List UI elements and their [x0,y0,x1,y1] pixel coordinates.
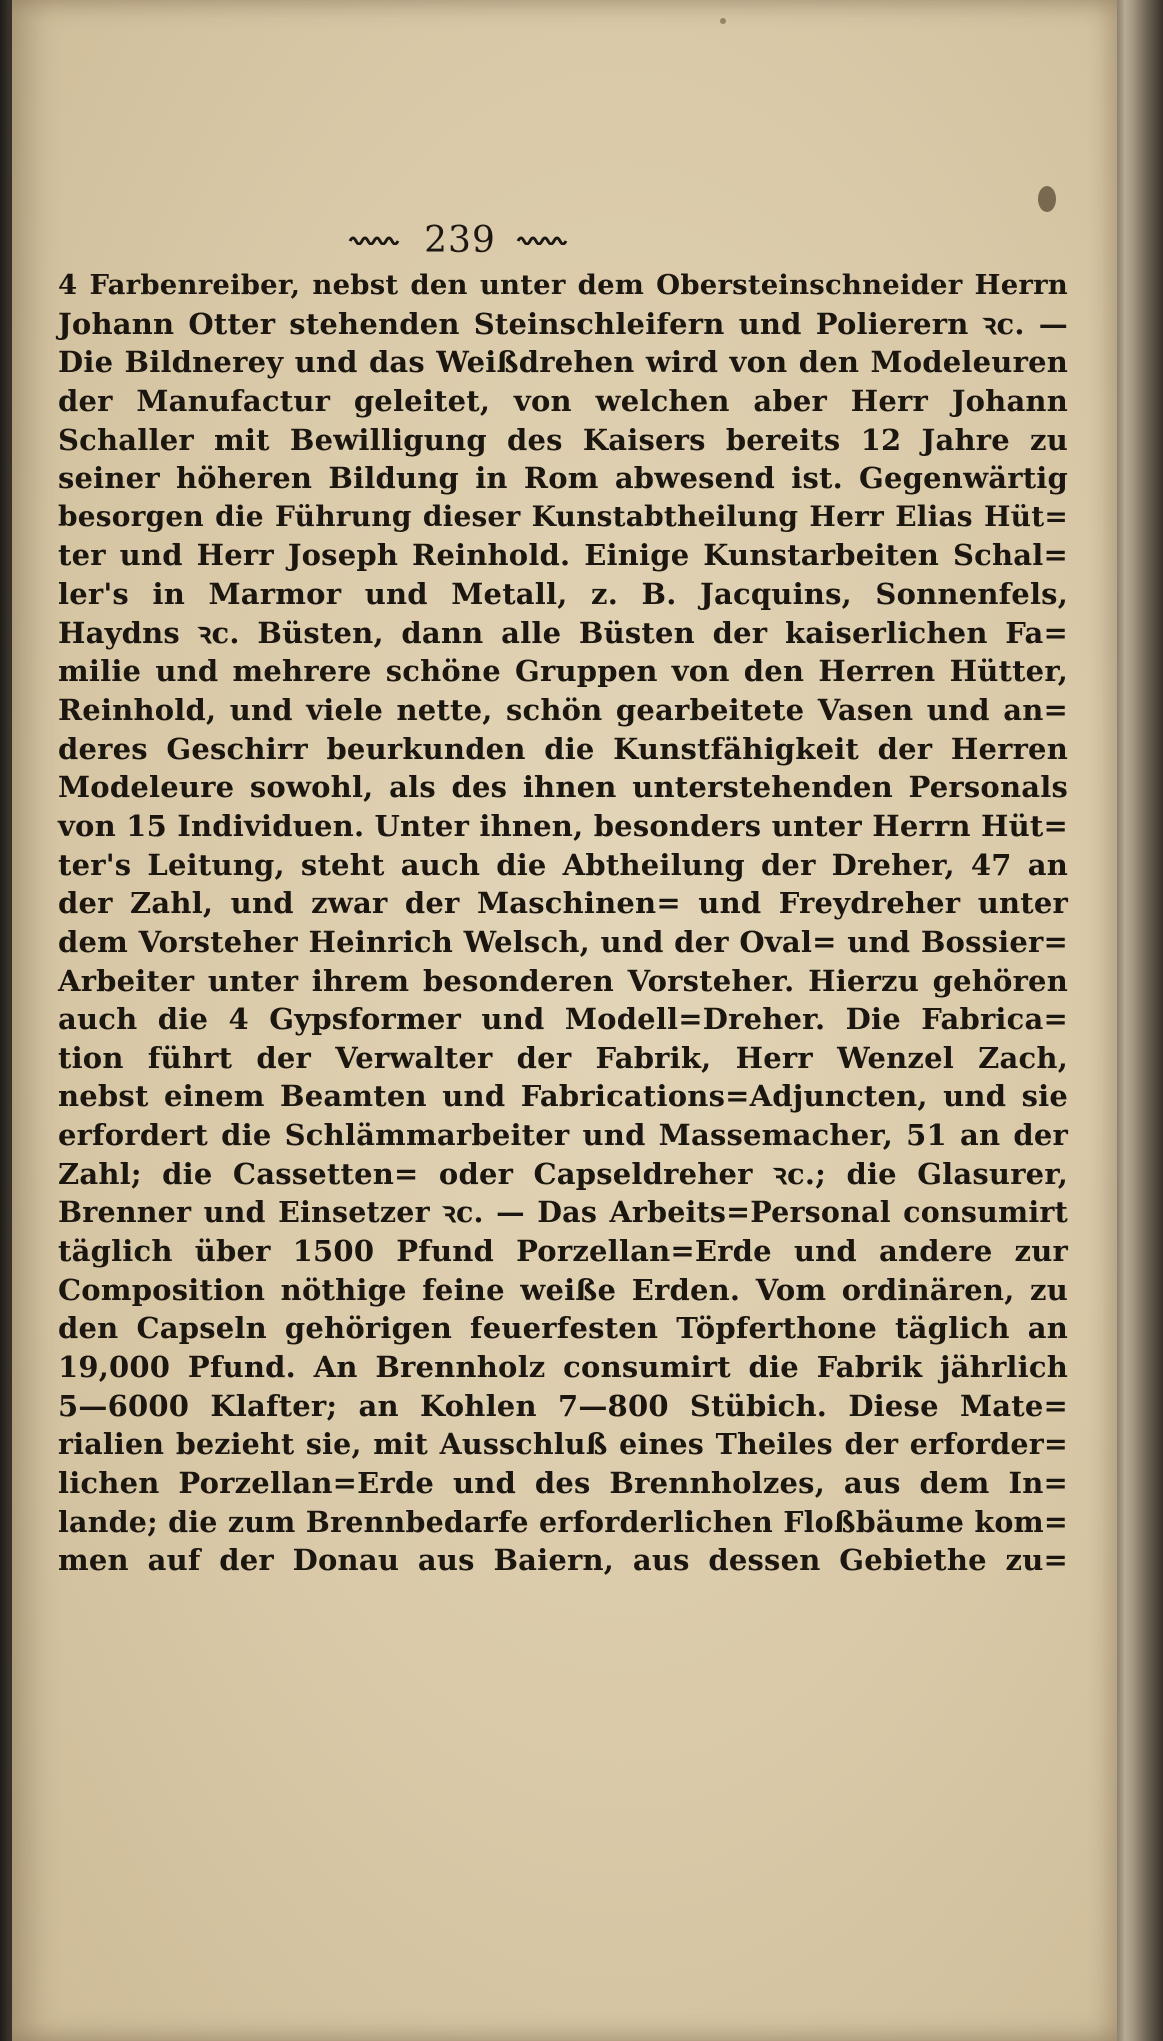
text-line: Schaller mit Bewilligung des Kaisers bereits 12 Jahre zu [58,422,1068,457]
text-line: ter und Herr Joseph Reinhold. Einige Kunstarbeiten Schal= [58,538,1068,573]
ornament-right-icon [516,235,572,245]
text-line: Composition nöthige feine weiße Erden. Vom ordinären, zu [58,1272,1068,1307]
text-line: deres Geschirr beurkunden die Kunstfähigkeit der Herren [58,731,1068,766]
text-line: erfordert die Schlämmarbeiter und Massemacher, 51 an der [58,1118,1068,1153]
text-line: Reinhold, und viele nette, schön gearbeitete Vasen und an= [58,693,1068,728]
text-line: rialien bezieht sie, mit Ausschluß eines Theiles der erforder= [58,1427,1068,1462]
text-line: der Zahl, und zwar der Maschinen= und Freydreher unter [58,886,1068,921]
text-line: Modeleure sowohl, als des ihnen unterstehenden Personals [58,770,1068,805]
page-number: 239 [424,219,496,261]
text-line: lichen Porzellan=Erde und des Brennholzes, aus dem In= [58,1465,1068,1500]
text-line: Brenner und Einsetzer ꝛc. — Das Arbeits=Personal consumirt [58,1195,1068,1230]
text-line: tion führt der Verwalter der Fabrik, Herr Wenzel Zach, [58,1040,1068,1075]
page-header [330,220,590,260]
text-line: Haydns ꝛc. Büsten, dann alle Büsten der kaiserlichen Fa= [58,615,1068,650]
text-line: 5—6000 Klafter; an Kohlen 7—800 Stübich. Diese Mate= [58,1388,1068,1423]
text-line: den Capseln gehörigen feuerfesten Töpferthone täglich an [58,1311,1068,1346]
text-line: 4 Farbenreiber, nebst den unter dem Obersteinschneider Herrn [58,269,1068,301]
body-text [58,266,1068,1580]
text-line: seiner höheren Bildung in Rom abwesend ist. Gegenwärtig [58,461,1068,496]
text-line: Die Bildnerey und das Weißdrehen wird von den Modeleuren [58,345,1068,380]
text-line: der Manufactur geleitet, von welchen aber Herr Johann [58,383,1068,418]
ink-speck [720,18,726,24]
text-line: 19,000 Pfund. An Brennholz consumirt die Fabrik jährlich [58,1349,1068,1384]
ink-stain [1038,186,1056,212]
text-line: ter's Leitung, steht auch die Abtheilung der Dreher, 47 an [58,847,1068,882]
text-line: ler's in Marmor und Metall, z. B. Jacquins, Sonnenfels, [58,577,1068,612]
text-line: besorgen die Führung dieser Kunstabtheilung Herr Elias Hüt= [58,499,1068,533]
text-line: nebst einem Beamten und Fabrications=Adjuncten, und sie [58,1079,1068,1114]
text-line: von 15 Individuen. Unter ihnen, besonders unter Herrn Hüt= [58,808,1068,843]
text-line: Johann Otter stehenden Steinschleifern und Polierern ꝛc. — [58,306,1068,341]
ornament-left-icon [348,235,404,245]
text-line: auch die 4 Gypsformer und Modell=Dreher. Die Fabrica= [58,1002,1068,1037]
text-line: lande; die zum Brennbedarfe erforderlichen Floßbäume kom= [58,1504,1068,1539]
text-line: dem Vorsteher Heinrich Welsch, und der Oval= und Bossier= [58,924,1068,959]
text-line: täglich über 1500 Pfund Porzellan=Erde und andere zur [58,1234,1068,1269]
text-line: men auf der Donau aus Baiern, aus dessen Gebiethe zu= [58,1543,1068,1578]
text-line: Zahl; die Cassetten= oder Capseldreher ꝛc.; die Glasurer, [58,1156,1068,1191]
text-line: milie und mehrere schöne Gruppen von den Herren Hütter, [58,654,1068,689]
text-line: Arbeiter unter ihrem besonderen Vorsteher. Hierzu gehören [58,963,1068,998]
page-edge [1117,0,1163,2041]
